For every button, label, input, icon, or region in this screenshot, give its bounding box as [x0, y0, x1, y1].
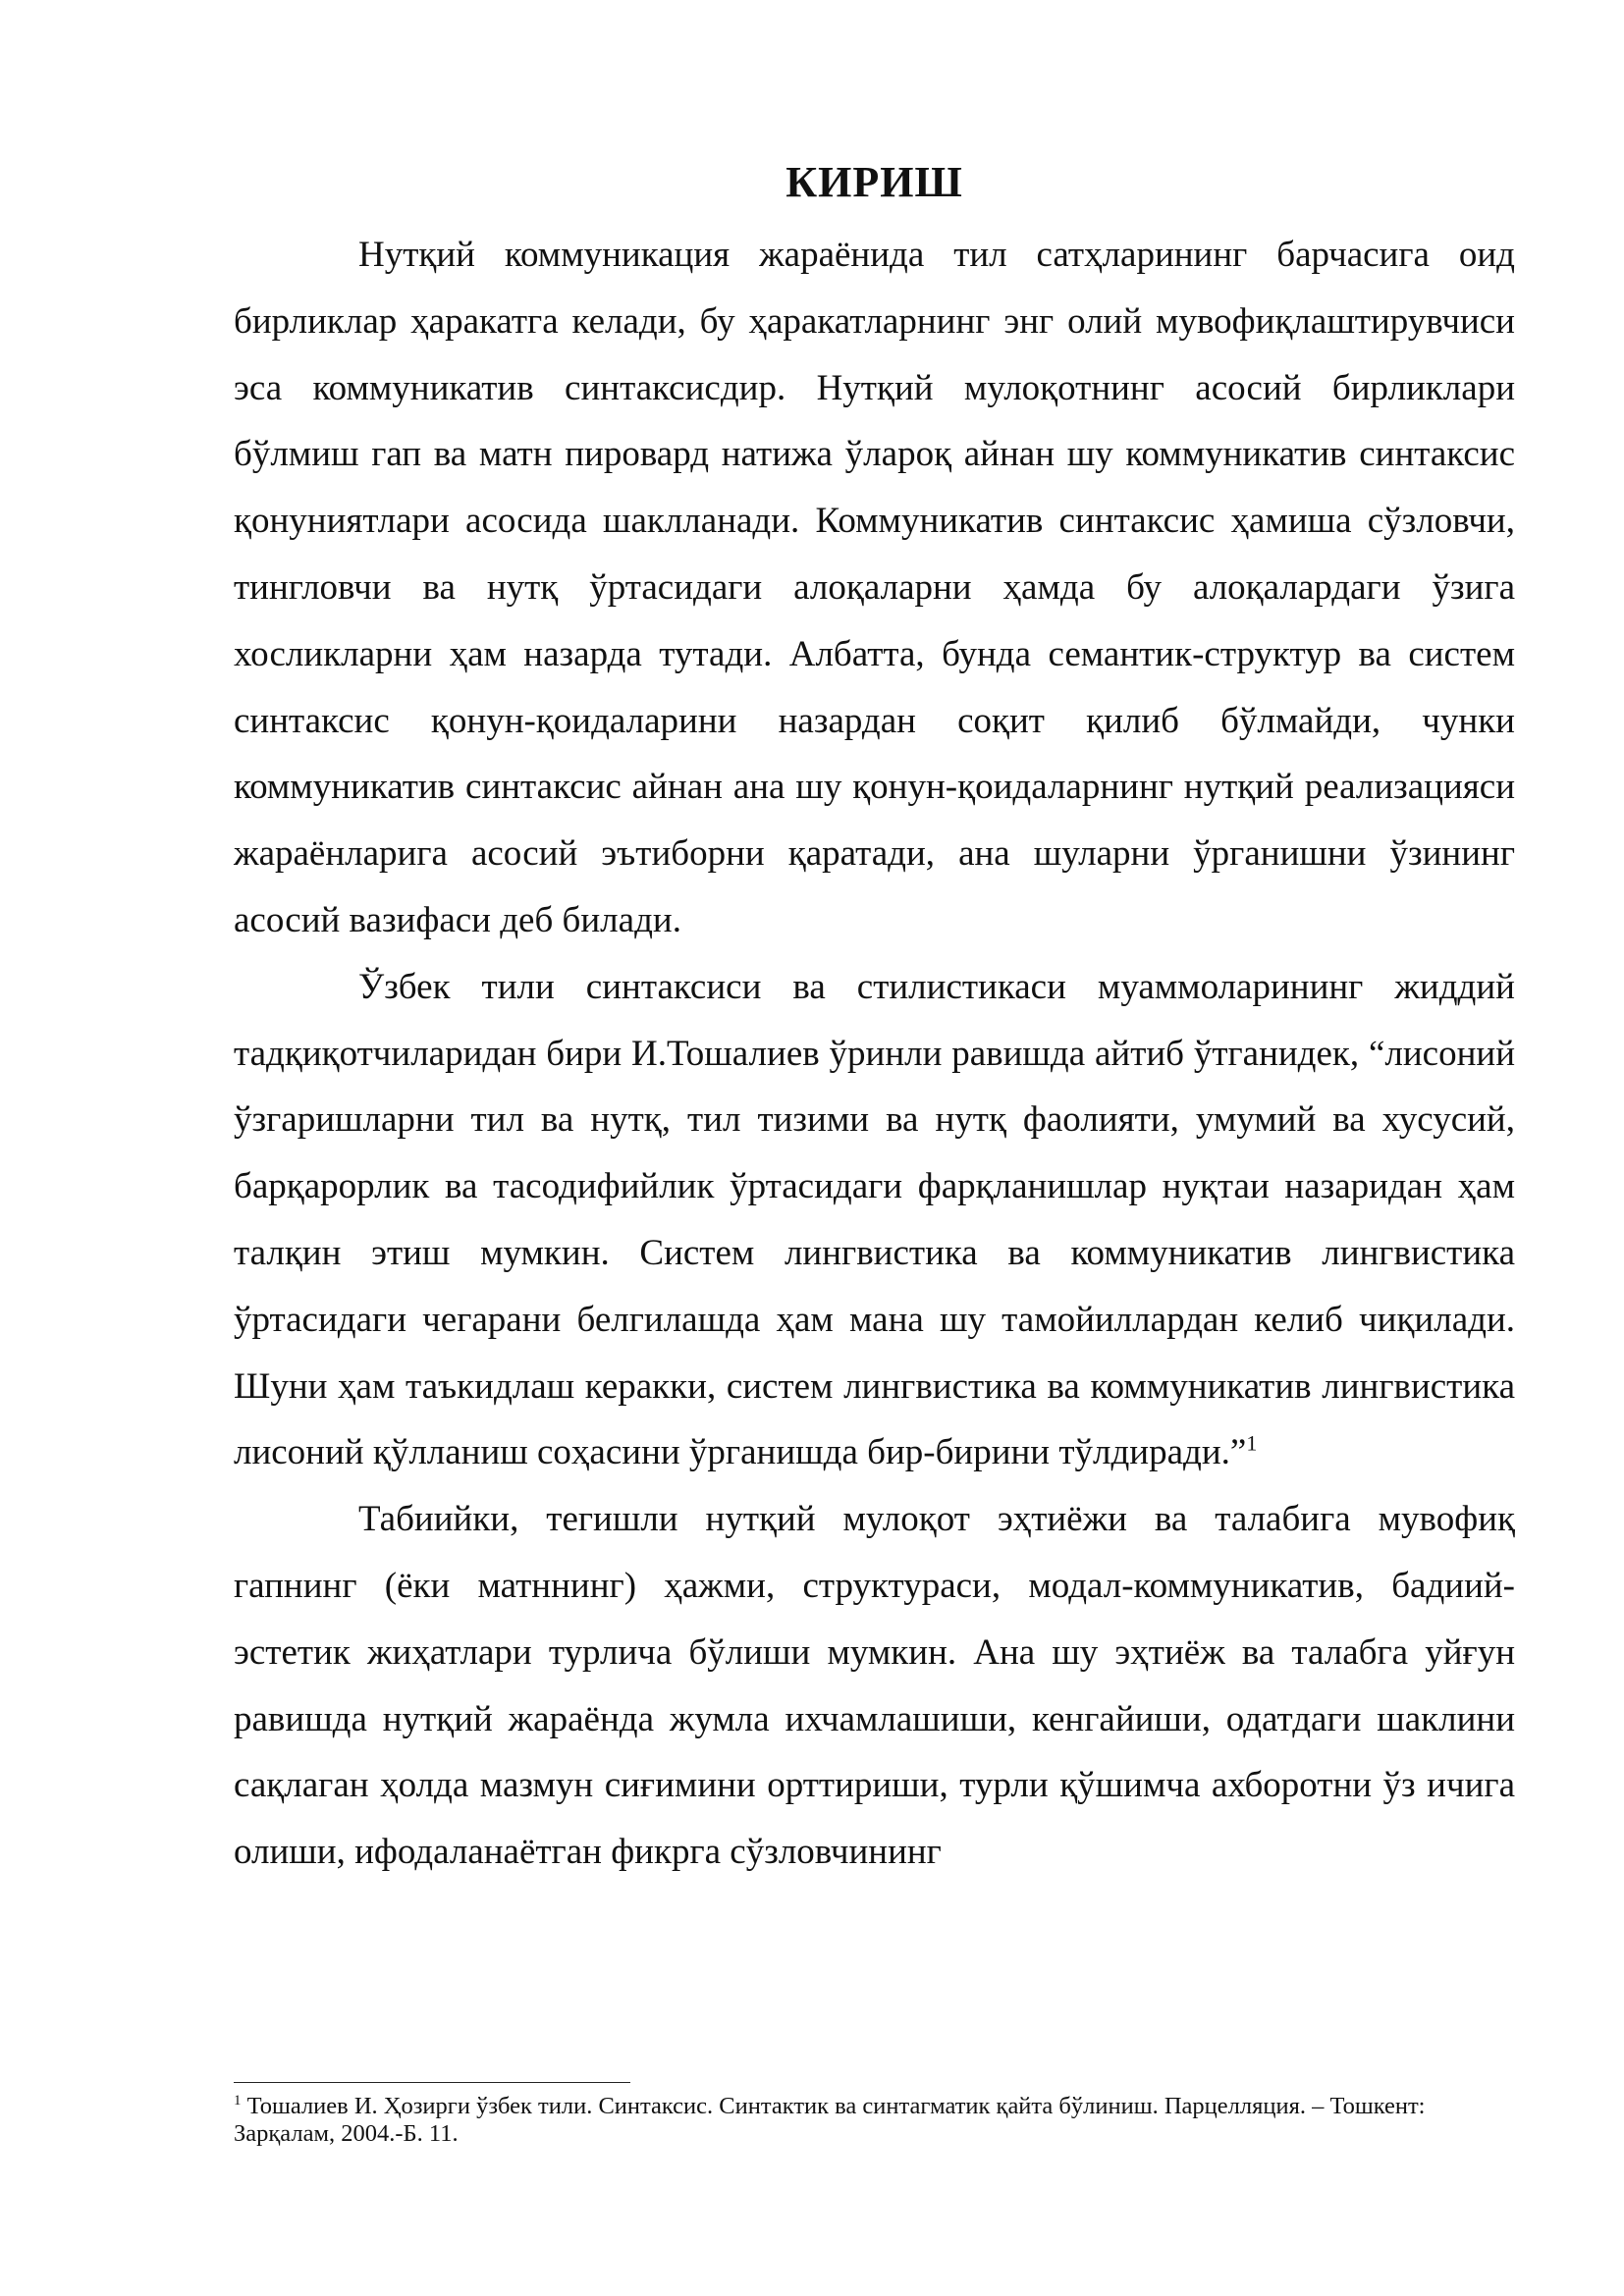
paragraph-2 — [234, 954, 1515, 1486]
footnote-separator — [234, 2082, 630, 2083]
footnote-reference[interactable]: 1 — [1246, 1431, 1258, 1457]
footnote — [234, 2093, 1515, 2148]
footnote-text: Тошалиев И. Ҳозирги ўзбек тили. Синтаксис. Синтактик ва синтагматик қайта бўлиниш. Парцелляция. – Тошкент: Зарқалам, 2004.-Б. 11. — [234, 2093, 1426, 2147]
paragraph-3 — [234, 1486, 1515, 1886]
page-title: КИРИШ — [785, 158, 963, 206]
body-text — [234, 222, 1515, 1886]
footnote-marker: 1 — [234, 2092, 242, 2109]
paragraph-1 — [234, 222, 1515, 954]
paragraph-1-text: Нутқий коммуникация жараёнида тил сатҳларининг барчасига оид бирликлар ҳаракатга келади, бу ҳаракатларнинг энг олий мувофиқлаштирувчиси эса коммуникатив синтаксисдир. Нутқий мулоқотнинг асосий бирликлари бўлмиш гап ва матн пировард натижа ўлароқ айнан шу коммуникатив синтаксис қонуниятлари асосида шаклланади. Коммуникатив синтаксис ҳамиша сўзловчи, тингловчи ва нутқ ўртасидаги алоқаларни ҳамда бу алоқалардаги ўзига хосликларни ҳам назарда тутади. Албатта, бунда семантик-структур ва систем синтаксис қонун-қоидаларини назардан соқит қилиб бўлмайди, чунки коммуникатив синтаксис айнан ана шу қонун-қоидаларнинг нутқий реализацияси жараёнларига асосий эътиборни қаратади, ана шуларни ўрганишни ўзининг асосий вазифаси деб билади. — [234, 235, 1515, 940]
paragraph-2-text: Ўзбек тили синтаксиси ва стилистикаси муаммоларининг жиддий тадқиқотчиларидан бири И.Тошалиев ўринли равишда айтиб ўтганидек, “лисоний ўзгаришларни тил ва нутқ, тил тизими ва нутқ фаолияти, умумий ва хусусий, барқарорлик ва тасодифийлик ўртасидаги фарқланишлар нуқтаи назаридан ҳам талқин этиш мумкин. Систем лингвистика ва коммуникатив лингвистика ўртасидаги чегарани белгилашда ҳам мана шу тамойиллардан келиб чиқилади. Шуни ҳам таъкидлаш керакки, систем лингвистика ва коммуникатив лингвистика лисоний қўлланиш соҳасини ўрганишда бир-бирини тўлдиради.” — [234, 966, 1515, 1473]
paragraph-3-text: Табиийки, тегишли нутқий мулоқот эҳтиёжи ва талабига мувофиқ гапнинг (ёки матннинг) ҳажми, структураси, модал-коммуникатив, бадиий-эстетик жиҳатлари турлича бўлиши мумкин. Ана шу эҳтиёж ва талабга уйғун равишда нутқий жараёнда жумла ихчамлашиши, кенгайиши, одатдаги шаклини сақлаган ҳолда мазмун сиғимини орттириши, турли қўшимча ахборотни ўз ичига олиши, ифодаланаётган фикрга сўзловчининг — [234, 1499, 1515, 1873]
